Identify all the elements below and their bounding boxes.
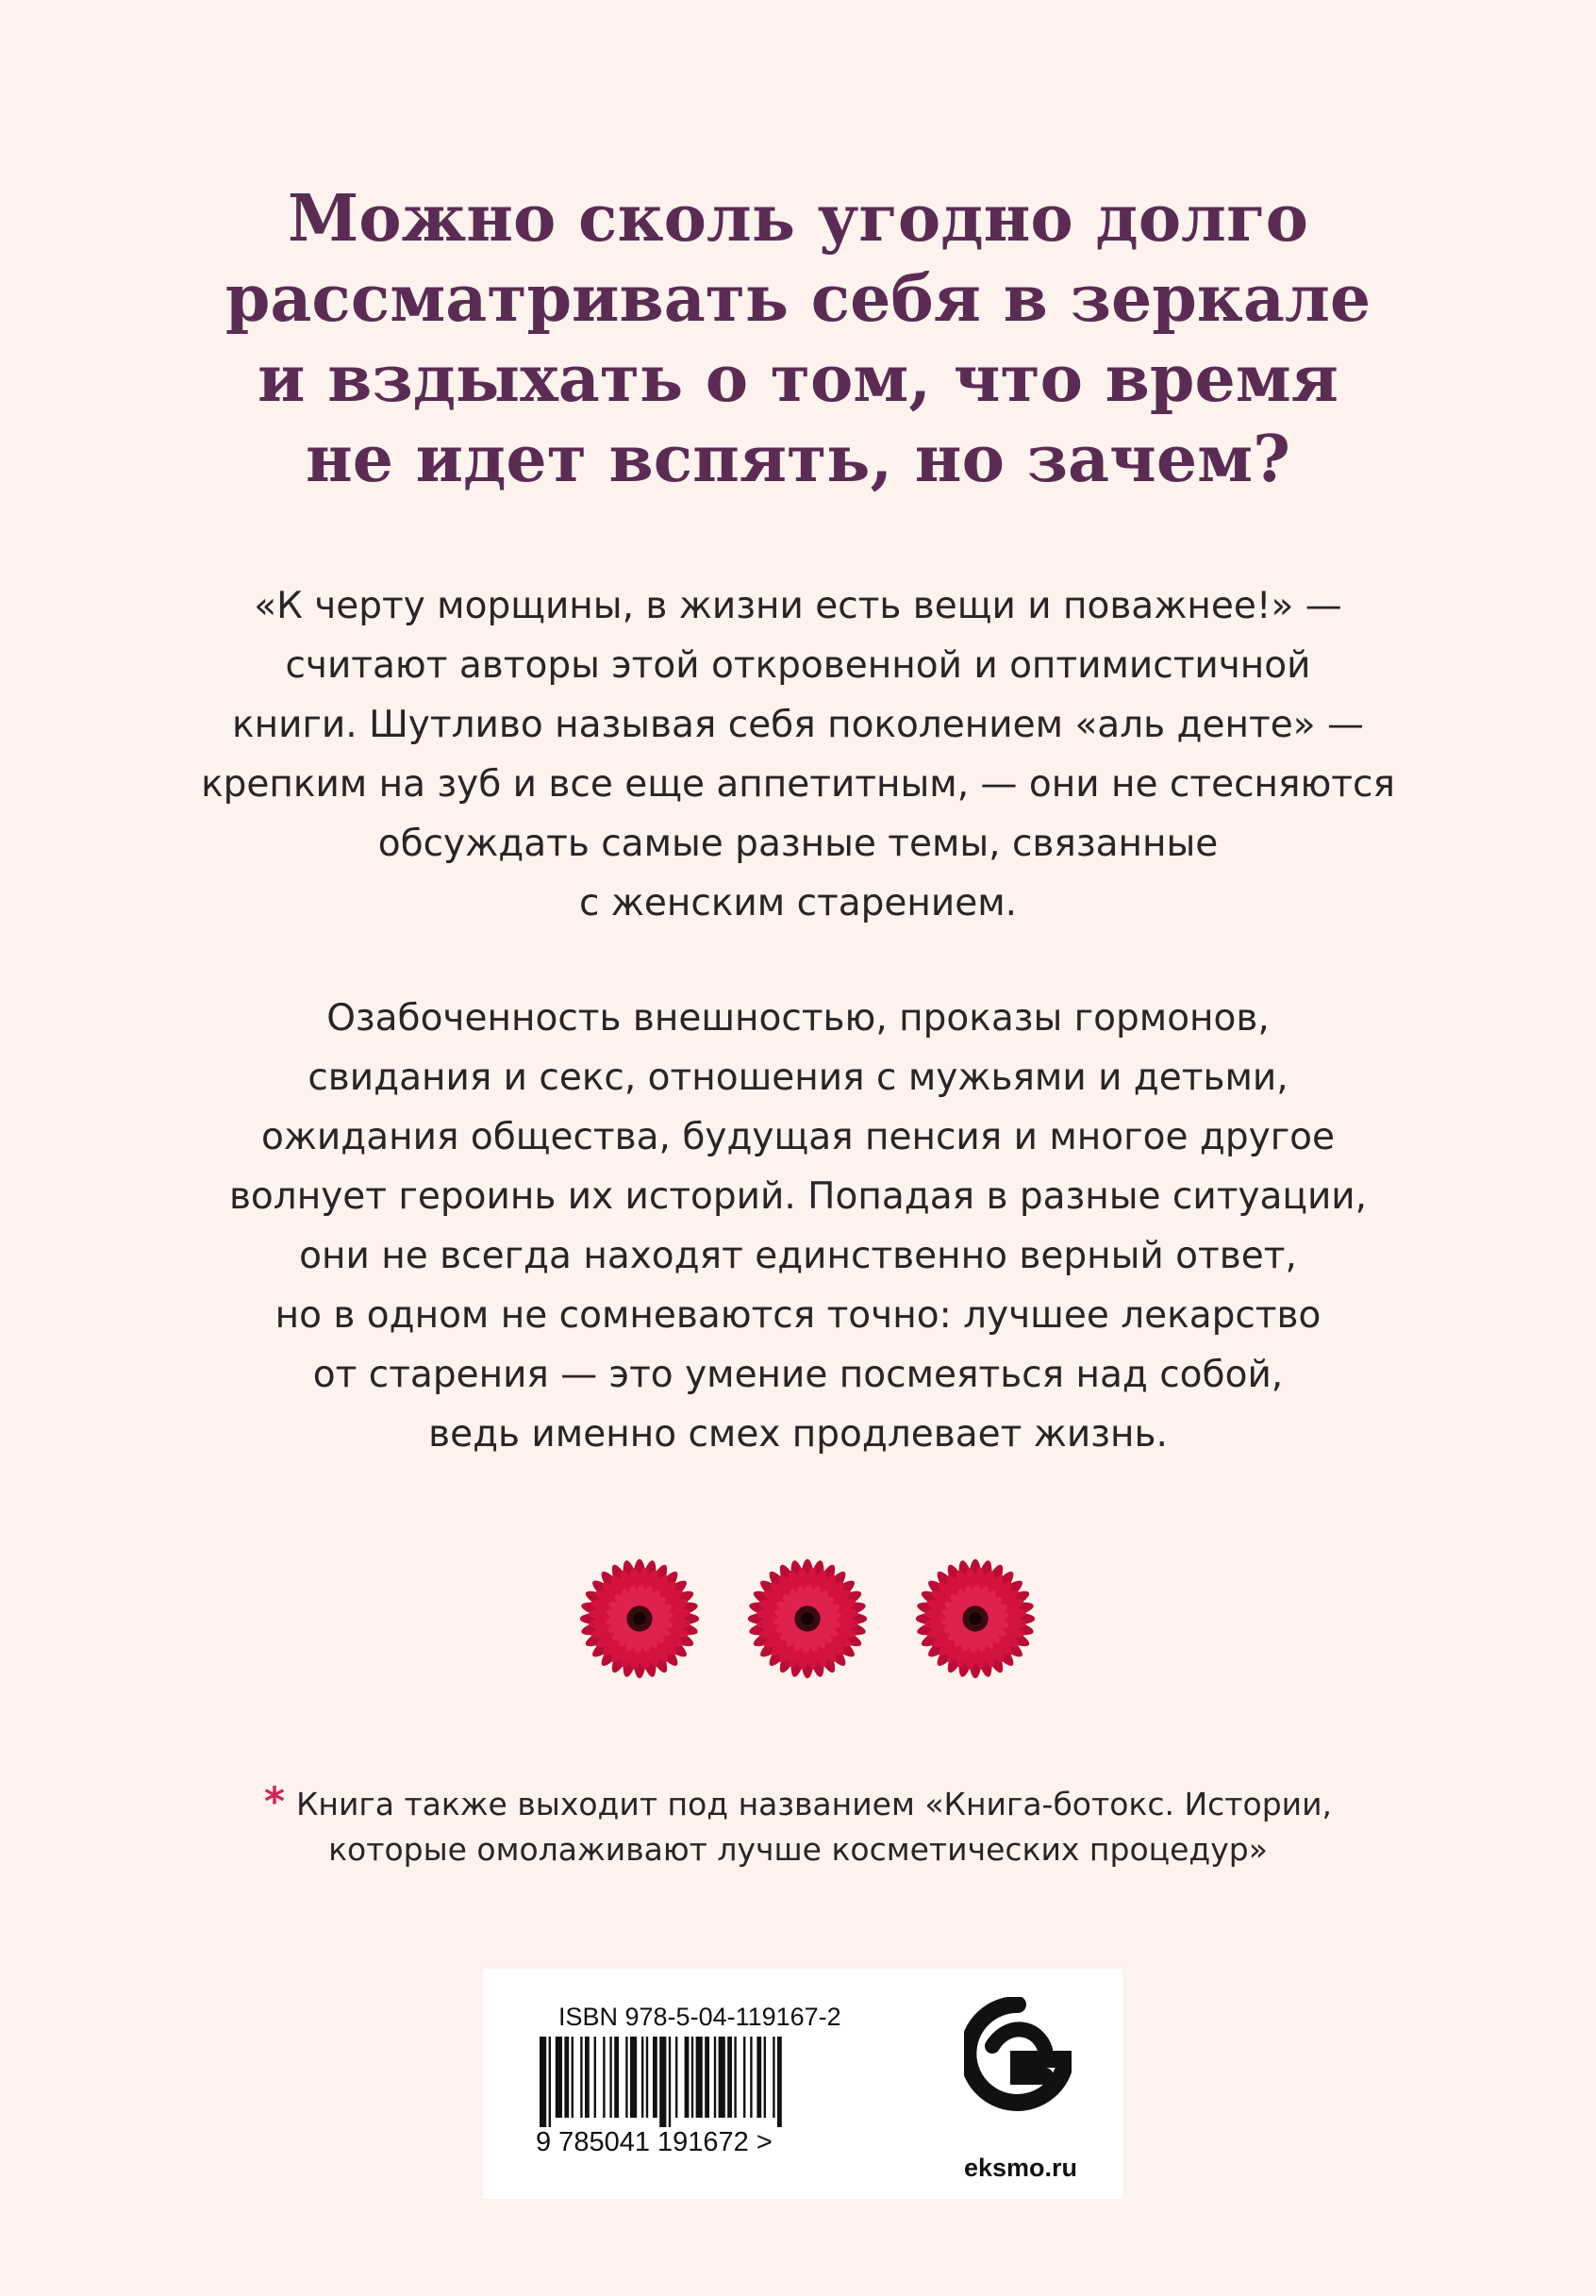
text-line: с женским старением.	[578, 882, 1018, 924]
note-text: Книга также выходит под названием «Книга-ботокс. Истории,	[295, 1786, 1333, 1822]
barcode-bars	[536, 2037, 856, 2127]
barcode-digits: 9 785041 191672 >	[536, 2127, 773, 2157]
text-line: ведь именно смех продлевает жизнь.	[428, 1413, 1168, 1456]
headline-line: не идет вспять, но зачем?	[305, 422, 1291, 497]
gerbera-flower-icon	[743, 1555, 872, 1683]
headline-line: и вздыхать о том, что время	[257, 341, 1339, 417]
publisher-site: eksmo.ru	[964, 2154, 1078, 2182]
text-line: но в одном не сомневаются точно: лучшее лекарство	[274, 1294, 1322, 1337]
headline	[0, 179, 1596, 500]
barcode-panel	[483, 1969, 1122, 2199]
text-line: свидания и секс, отношения с мужьями и детьми,	[308, 1056, 1288, 1099]
text-line: волнует героинь их историй. Попадая в разные ситуации,	[228, 1175, 1368, 1218]
note-line: которые омолаживают лучше косметических процедур»	[328, 1831, 1268, 1868]
description-paragraph-1	[0, 576, 1596, 933]
gerbera-flower-icon	[575, 1555, 704, 1683]
headline-line: рассматривать себя в зеркале	[224, 261, 1372, 337]
text-line: обсуждать самые разные темы, связанные	[377, 823, 1219, 865]
note-line	[0, 1779, 1596, 1827]
text-line: считают авторы этой откровенной и оптимистичной	[285, 644, 1311, 687]
alternate-title-note	[0, 1779, 1596, 1872]
flower-decoration-row	[0, 1555, 1596, 1687]
text-line: от старения — это умение посмеяться над собой,	[312, 1354, 1284, 1396]
text-line: книги. Шутливо называя себя поколением «аль денте» —	[232, 704, 1364, 746]
gerbera-flower-icon	[911, 1555, 1039, 1683]
asterisk-icon: *	[263, 1778, 285, 1824]
text-line: «К черту морщины, в жизни есть вещи и поважнее!» —	[254, 585, 1342, 627]
text-line: крепким на зуб и все еще аппетитным, — они не стесняются	[201, 763, 1395, 806]
description-paragraph-2	[0, 989, 1596, 1464]
text-line: ожидания общества, будущая пенсия и многое другое	[260, 1116, 1336, 1158]
headline-line: Можно сколь угодно долго	[287, 181, 1309, 257]
eksmo-logo-icon	[964, 1997, 1072, 2138]
isbn-label: ISBN 978-5-04-119167-2	[558, 2003, 841, 2031]
text-line: Озабоченность внешностью, проказы гормонов,	[326, 997, 1270, 1040]
text-line: они не всегда находят единственно верный ответ,	[299, 1235, 1297, 1277]
